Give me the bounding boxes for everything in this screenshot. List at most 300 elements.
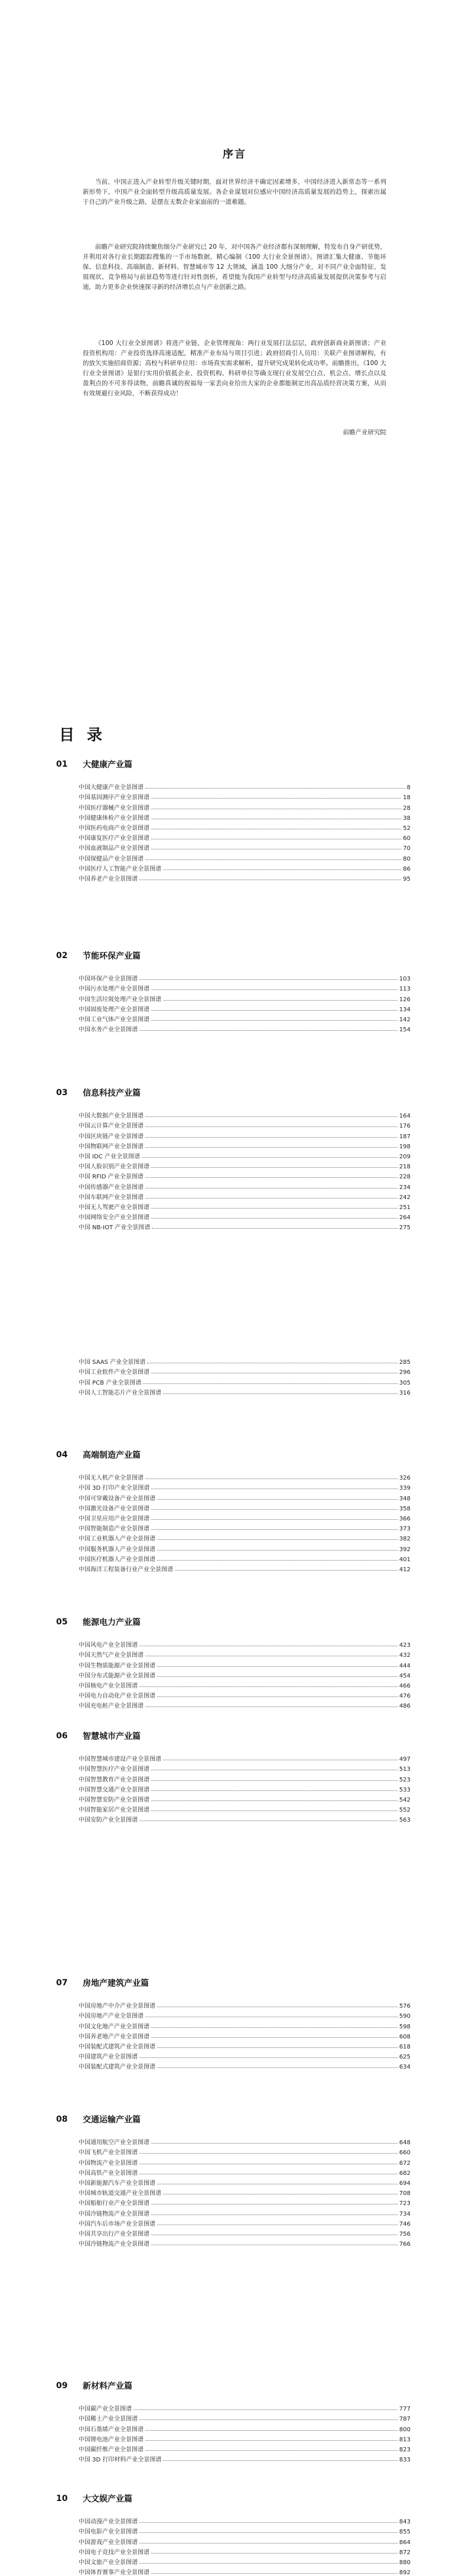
toc-entry-page: 486 bbox=[399, 1703, 411, 1710]
toc-entry[interactable] bbox=[79, 2177, 411, 2187]
toc-entry-page: 777 bbox=[399, 2406, 411, 2413]
toc-entry-page: 382 bbox=[399, 1536, 411, 1543]
toc-entry[interactable] bbox=[79, 982, 411, 992]
toc-leader-dots bbox=[151, 2037, 398, 2038]
toc-entry[interactable] bbox=[79, 2453, 411, 2463]
toc-entry[interactable] bbox=[79, 812, 411, 822]
toc-section bbox=[56, 1086, 411, 1231]
toc-section-name: 新材料产业篇 bbox=[83, 2382, 132, 2391]
toc-entry[interactable] bbox=[79, 2556, 411, 2566]
toc-leader-dots bbox=[145, 2430, 398, 2431]
toc-entry-label: 中国 SAAS 产业全景图谱 bbox=[79, 1359, 146, 1366]
toc-entry-label: 中国生活垃圾处理产业全景图谱 bbox=[79, 996, 161, 1003]
toc-section bbox=[56, 1729, 411, 1823]
toc-entry[interactable] bbox=[79, 1129, 411, 1139]
toc-entry[interactable] bbox=[79, 1109, 411, 1119]
toc-entry[interactable] bbox=[79, 1211, 411, 1221]
toc-leader-dots bbox=[145, 1116, 398, 1117]
toc-entry-label: 中国智慧交通产业全景图谱 bbox=[79, 1786, 149, 1793]
toc-entry[interactable] bbox=[79, 1502, 411, 1512]
toc-entry-page: 746 bbox=[399, 2220, 411, 2227]
toc-entry-page: 466 bbox=[399, 1682, 411, 1689]
toc-entry[interactable] bbox=[79, 2546, 411, 2556]
toc-entry[interactable] bbox=[79, 1649, 411, 1659]
toc-entry-label: 中国动漫产业全景图谱 bbox=[79, 2519, 138, 2526]
toc-entry-page: 813 bbox=[399, 2436, 411, 2443]
toc-section-number: 06 bbox=[56, 1731, 68, 1741]
toc-section-heading bbox=[56, 1615, 411, 1629]
toc-entry-list bbox=[79, 1753, 411, 1823]
toc-leader-dots bbox=[139, 1030, 398, 1031]
toc-entry-page: 103 bbox=[399, 976, 411, 983]
toc-entry-page: 634 bbox=[399, 2064, 411, 2071]
toc-entry[interactable] bbox=[79, 1813, 411, 1823]
toc-entry-page: 833 bbox=[399, 2457, 411, 2464]
toc-entry-page: 218 bbox=[399, 1164, 411, 1171]
toc-section bbox=[56, 949, 411, 1033]
toc-leader-dots bbox=[145, 859, 401, 860]
toc-entry-label: 中国工业气体产业全景图谱 bbox=[79, 1016, 149, 1023]
toc-entry[interactable] bbox=[79, 1639, 411, 1649]
toc-entry-list bbox=[79, 1109, 411, 1231]
toc-entry-label: 中国血液制品产业全景图谱 bbox=[79, 845, 149, 852]
toc-entry-page: 412 bbox=[399, 1566, 411, 1573]
toc-entry[interactable] bbox=[79, 1773, 411, 1783]
toc-entry[interactable] bbox=[79, 2010, 411, 2020]
toc-leader-dots bbox=[157, 1666, 398, 1667]
toc-leader-dots bbox=[139, 1686, 398, 1687]
toc-leader-dots bbox=[145, 1137, 398, 1138]
toc-entry-page: 855 bbox=[399, 2529, 411, 2536]
toc-leader-dots bbox=[151, 1519, 398, 1520]
toc-entry-label: 中国碳产业全景图谱 bbox=[79, 2406, 132, 2413]
toc-entry[interactable] bbox=[79, 1119, 411, 1129]
toc-entry-label: 中国激光设备产业全景图谱 bbox=[79, 1505, 149, 1512]
toc-entry-label: 中国工业软件产业全景图谱 bbox=[79, 1369, 149, 1376]
toc-leader-dots bbox=[142, 1157, 398, 1158]
toc-entry-page: 590 bbox=[399, 2013, 411, 2020]
toc-entry[interactable] bbox=[79, 1803, 411, 1813]
toc-entry-label: 中国生物质能源产业全景图谱 bbox=[79, 1662, 155, 1669]
toc-entry-label: 中国石墨烯产业全景图谱 bbox=[79, 2426, 144, 2433]
toc-leader-dots bbox=[139, 979, 398, 980]
toc-title: 目 录 bbox=[59, 727, 106, 744]
toc-entry-page: 392 bbox=[399, 1546, 411, 1553]
toc-leader-dots bbox=[139, 2532, 398, 2533]
toc-section bbox=[56, 1976, 411, 2070]
toc-entry[interactable] bbox=[79, 1376, 411, 1386]
toc-entry-page: 373 bbox=[399, 1526, 411, 1533]
toc-entry[interactable] bbox=[79, 822, 411, 832]
toc-section-heading bbox=[56, 1448, 411, 1462]
toc-entry-label: 中国体育赛事产业全景图谱 bbox=[79, 2570, 149, 2576]
toc-entry-label: 中国智慧教育产业全景图谱 bbox=[79, 1776, 149, 1783]
toc-entry-label: 中国无人机产业全景图谱 bbox=[79, 1475, 144, 1482]
toc-leader-dots bbox=[151, 1800, 398, 1801]
toc-entry[interactable] bbox=[79, 1003, 411, 1013]
toc-entry[interactable] bbox=[79, 2136, 411, 2146]
toc-entry-page: 660 bbox=[399, 2150, 411, 2157]
toc-section-heading bbox=[56, 2379, 411, 2393]
toc-entry[interactable] bbox=[79, 2535, 411, 2545]
toc-section-number: 03 bbox=[56, 1088, 68, 1098]
toc-section bbox=[56, 1356, 411, 1396]
toc-entry[interactable] bbox=[79, 1512, 411, 1522]
toc-entry-label: 中国大健康产业全景图谱 bbox=[79, 784, 144, 792]
toc-entry-label: 中国养老地产产业全景图谱 bbox=[79, 2033, 149, 2040]
toc-section-number: 09 bbox=[56, 2381, 68, 2391]
toc-entry-list bbox=[79, 2402, 411, 2463]
toc-entry-page: 513 bbox=[399, 1766, 411, 1773]
toc-entry[interactable] bbox=[79, 2020, 411, 2030]
toc-entry-label: 中国物联网产业全景图谱 bbox=[79, 1143, 144, 1150]
toc-leader-dots bbox=[145, 2450, 398, 2451]
toc-entry-page: 38 bbox=[403, 815, 411, 822]
toc-entry-list bbox=[79, 1639, 411, 1709]
toc-entry-label: 中国人工智能芯片产业全景图谱 bbox=[79, 1389, 161, 1396]
toc-entry-page: 264 bbox=[399, 1214, 411, 1222]
toc-entry-label: 中国保健品产业全景图谱 bbox=[79, 855, 144, 862]
toc-leader-dots bbox=[151, 798, 401, 799]
toc-entry-page: 80 bbox=[403, 855, 411, 862]
toc-entry-label: 中国核电产业全景图谱 bbox=[79, 1682, 138, 1689]
toc-entry[interactable] bbox=[79, 1491, 411, 1502]
toc-entry-label: 中国电影产业全景图谱 bbox=[79, 2529, 138, 2536]
toc-entry-label: 中国人脸识别产业全景图谱 bbox=[79, 1164, 149, 1171]
toc-entry-page: 648 bbox=[399, 2139, 411, 2147]
toc-entry-label: 中国汽车后市场产业全景图谱 bbox=[79, 2220, 155, 2227]
toc-leader-dots bbox=[157, 2047, 398, 2048]
preface-title: 序言 bbox=[223, 148, 246, 161]
toc-leader-dots bbox=[151, 1780, 398, 1781]
toc-leader-dots bbox=[157, 1696, 398, 1697]
toc-leader-dots bbox=[151, 1167, 398, 1168]
toc-entry-page: 423 bbox=[399, 1642, 411, 1649]
toc-leader-dots bbox=[151, 1790, 398, 1791]
toc-leader-dots bbox=[145, 1478, 398, 1479]
toc-entry-page: 787 bbox=[399, 2416, 411, 2423]
toc-entry[interactable] bbox=[79, 972, 411, 982]
toc-entry-list bbox=[79, 972, 411, 1033]
toc-entry[interactable] bbox=[79, 1679, 411, 1689]
toc-entry[interactable] bbox=[79, 872, 411, 882]
toc-entry-label: 中国安防产业全景图谱 bbox=[79, 1817, 138, 1824]
toc-entry[interactable] bbox=[79, 1013, 411, 1023]
toc-leader-dots bbox=[157, 1560, 398, 1561]
toc-leader-dots bbox=[151, 2143, 398, 2144]
toc-entry-page: 28 bbox=[403, 805, 411, 812]
toc-entry-label: 中国冷链物流产业全景图谱 bbox=[79, 2210, 149, 2217]
toc-leader-dots bbox=[151, 1208, 398, 1209]
toc-entry[interactable] bbox=[79, 2566, 411, 2576]
toc-entry[interactable] bbox=[79, 2515, 411, 2525]
toc-leader-dots bbox=[139, 2543, 398, 2544]
toc-leader-dots bbox=[163, 1000, 398, 1001]
toc-entry-page: 800 bbox=[399, 2426, 411, 2433]
toc-entry[interactable] bbox=[79, 2146, 411, 2156]
toc-leader-dots bbox=[139, 2153, 398, 2154]
toc-entry-label: 中国医药电商产业全景图谱 bbox=[79, 825, 149, 832]
toc-entry[interactable] bbox=[79, 2040, 411, 2050]
toc-entry[interactable] bbox=[79, 1542, 411, 1552]
toc-leader-dots bbox=[151, 989, 398, 990]
toc-entry-label: 中国装配式建筑产业全景图谱 bbox=[79, 2043, 155, 2050]
toc-entry[interactable] bbox=[79, 1180, 411, 1190]
toc-section-name: 节能环保产业篇 bbox=[83, 952, 141, 961]
toc-entry[interactable] bbox=[79, 2217, 411, 2227]
toc-leader-dots bbox=[151, 2553, 398, 2554]
toc-entry[interactable] bbox=[79, 1356, 411, 1366]
toc-entry-label: 中国碳纤维产业全景图谱 bbox=[79, 2446, 144, 2453]
toc-leader-dots bbox=[145, 788, 405, 789]
toc-entry[interactable] bbox=[79, 992, 411, 1002]
toc-leader-dots bbox=[151, 2027, 398, 2028]
toc-entry-page: 682 bbox=[399, 2170, 411, 2177]
toc-entry[interactable] bbox=[79, 2412, 411, 2422]
toc-entry[interactable] bbox=[79, 1150, 411, 1160]
toc-entry-page: 708 bbox=[399, 2190, 411, 2197]
toc-entry-page: 533 bbox=[399, 1786, 411, 1793]
toc-section-heading bbox=[56, 2492, 411, 2506]
toc-section bbox=[56, 1615, 411, 1709]
toc-entry-page: 872 bbox=[399, 2549, 411, 2556]
toc-entry[interactable] bbox=[79, 1023, 411, 1033]
toc-leader-dots bbox=[157, 2067, 398, 2068]
toc-entry-label: 中国工业机器人产业全景图谱 bbox=[79, 1536, 155, 1543]
toc-entry-page: 672 bbox=[399, 2160, 411, 2167]
toc-leader-dots bbox=[143, 1383, 398, 1384]
toc-entry-page: 476 bbox=[399, 1693, 411, 1700]
toc-entry[interactable] bbox=[79, 862, 411, 872]
toc-section-number: 07 bbox=[56, 1978, 68, 1988]
toc-section-name: 高端制造产业篇 bbox=[83, 1451, 141, 1460]
toc-entry-label: 中国传感器产业全景图谱 bbox=[79, 1184, 144, 1191]
toc-entry[interactable] bbox=[79, 852, 411, 862]
toc-leader-dots bbox=[151, 1810, 398, 1811]
toc-entry-label: 中国锂电池产业全景图谱 bbox=[79, 2436, 144, 2443]
toc-entry-label: 中国稀土产业全景图谱 bbox=[79, 2416, 138, 2423]
toc-section-name: 大文娱产业篇 bbox=[83, 2494, 132, 2504]
toc-entry[interactable] bbox=[79, 2050, 411, 2060]
toc-entry-label: 中国康复医疗产业全景图谱 bbox=[79, 835, 149, 842]
toc-entry[interactable] bbox=[79, 1170, 411, 1180]
toc-entry[interactable] bbox=[79, 1221, 411, 1231]
toc-entry-label: 中国 IDC 产业全景图谱 bbox=[79, 1153, 140, 1160]
toc-entry-label: 中国云计算产业全景图谱 bbox=[79, 1123, 144, 1130]
toc-entry-label: 中国车联网产业全景图谱 bbox=[79, 1194, 144, 1201]
toc-entry[interactable] bbox=[79, 2525, 411, 2535]
toc-entry[interactable] bbox=[79, 1386, 411, 1396]
toc-entry-page: 523 bbox=[399, 1776, 411, 1783]
toc-entry-list bbox=[79, 1999, 411, 2070]
toc-entry[interactable] bbox=[79, 2167, 411, 2177]
toc-entry-label: 中国区块链产业全景图谱 bbox=[79, 1133, 144, 1140]
toc-section-name: 大健康产业篇 bbox=[83, 760, 132, 770]
toc-entry[interactable] bbox=[79, 1999, 411, 2010]
toc-entry[interactable] bbox=[79, 791, 411, 801]
toc-entry-page: 618 bbox=[399, 2043, 411, 2050]
toc-entry[interactable] bbox=[79, 1753, 411, 1763]
toc-entry[interactable] bbox=[79, 2207, 411, 2217]
toc-entry-label: 中国健康体检产业全景图谱 bbox=[79, 815, 149, 822]
toc-entry-label: 中国船舶行业产业全景图谱 bbox=[79, 2200, 149, 2207]
toc-entry[interactable] bbox=[79, 1160, 411, 1170]
toc-entry-page: 432 bbox=[399, 1652, 411, 1659]
toc-entry[interactable] bbox=[79, 1481, 411, 1491]
toc-entry[interactable] bbox=[79, 2422, 411, 2432]
toc-entry-list bbox=[79, 2515, 411, 2576]
toc-entry-page: 8 bbox=[406, 784, 411, 792]
toc-entry[interactable] bbox=[79, 781, 411, 791]
toc-entry[interactable] bbox=[79, 1689, 411, 1699]
toc-entry-label: 中国通用航空产业全景图谱 bbox=[79, 2139, 149, 2147]
toc-entry-page: 52 bbox=[403, 825, 411, 832]
toc-entry-label: 中国无人驾驶产业全景图谱 bbox=[79, 1204, 149, 1211]
toc-entry-page: 608 bbox=[399, 2033, 411, 2040]
toc-leader-dots bbox=[151, 1020, 398, 1021]
toc-section-number: 10 bbox=[56, 2494, 68, 2503]
toc-entry-label: 中国电子竞技产业全景图谱 bbox=[79, 2549, 149, 2556]
toc-leader-dots bbox=[139, 2057, 398, 2058]
toc-section-name: 交通运输产业篇 bbox=[83, 2115, 141, 2125]
toc-entry[interactable] bbox=[79, 2402, 411, 2412]
toc-entry-page: 198 bbox=[399, 1143, 411, 1150]
toc-entry-page: 625 bbox=[399, 2054, 411, 2061]
toc-entry[interactable] bbox=[79, 1201, 411, 1211]
toc-entry-label: 中国充电桩产业全景图谱 bbox=[79, 1703, 144, 1710]
toc-entry[interactable] bbox=[79, 2443, 411, 2453]
toc-leader-dots bbox=[152, 1228, 398, 1229]
toc-entry-page: 358 bbox=[399, 1505, 411, 1512]
toc-leader-dots bbox=[157, 1550, 398, 1551]
toc-entry-page: 234 bbox=[399, 1184, 411, 1191]
toc-entry-page: 880 bbox=[399, 2559, 411, 2566]
toc-leader-dots bbox=[139, 2563, 398, 2564]
toc-entry-page: 326 bbox=[399, 1475, 411, 1482]
toc-section-name: 信息科技产业篇 bbox=[83, 1089, 141, 1098]
toc-entry-page: 296 bbox=[399, 1369, 411, 1376]
toc-entry[interactable] bbox=[79, 1563, 411, 1573]
toc-section bbox=[56, 2379, 411, 2463]
toc-section bbox=[56, 2492, 411, 2576]
toc-section bbox=[56, 1448, 411, 1573]
toc-entry[interactable] bbox=[79, 2060, 411, 2070]
toc-entry[interactable] bbox=[79, 1140, 411, 1150]
toc-entry[interactable] bbox=[79, 1522, 411, 1532]
toc-entry-label: 中国装配式建筑产业全景图谱 bbox=[79, 2064, 155, 2071]
toc-leader-dots bbox=[145, 1147, 398, 1148]
toc-entry-label: 中国智能制造产业全景图谱 bbox=[79, 1526, 149, 1533]
toc-entry-label: 中国水务产业全景图谱 bbox=[79, 1027, 138, 1034]
toc-entry-page: 142 bbox=[399, 1016, 411, 1023]
toc-leader-dots bbox=[163, 869, 401, 870]
toc-entry-label: 中国 3D 打印材料产业全景图谱 bbox=[79, 2457, 162, 2464]
toc-entry-label: 中国 3D 打印产业全景图谱 bbox=[79, 1485, 150, 1492]
toc-entry[interactable] bbox=[79, 1783, 411, 1793]
toc-entry-page: 242 bbox=[399, 1194, 411, 1201]
toc-entry-page: 209 bbox=[399, 1153, 411, 1160]
preface-paragraph-2: 前瞻产业研究院持续聚焦细分产业研究已 20 年，对中国各产业经济都有深刻理解，特发布自身产研优势，并利用对各行业长期跟踪搜集的一手市场数据，精心编制《100 大行业全景图谱》。图谱汇集大健康、节能环保、信息科技、高端制造、新材料、智慧城市等 12 大领域，涵盖 100 大细分产业，对不同产业全面特征、发展现状、竞争格局与前景趋势等进行针对性剖析，希望能为我国产业转型与经济高质量发展提供决策参考与启迪，助力更多企业快速探寻新的经济增长点与产业创新之路。 bbox=[83, 243, 386, 291]
toc-entry-page: 892 bbox=[399, 2570, 411, 2576]
toc-entry[interactable] bbox=[79, 1553, 411, 1563]
toc-entry-page: 401 bbox=[399, 1556, 411, 1563]
toc-leader-dots bbox=[151, 1509, 398, 1510]
toc-entry-page: 339 bbox=[399, 1485, 411, 1492]
toc-section-name: 智慧城市产业篇 bbox=[83, 1732, 141, 1741]
toc-section-number: 02 bbox=[56, 951, 68, 960]
toc-entry-page: 756 bbox=[399, 2230, 411, 2238]
toc-entry[interactable] bbox=[79, 2227, 411, 2238]
toc-entry[interactable] bbox=[79, 1669, 411, 1679]
toc-leader-dots bbox=[145, 1126, 398, 1127]
toc-entry[interactable] bbox=[79, 2238, 411, 2248]
toc-entry-label: 中国电力自动化产业全景图谱 bbox=[79, 1693, 155, 1700]
toc-entry-page: 134 bbox=[399, 1006, 411, 1013]
toc-entry[interactable] bbox=[79, 2197, 411, 2207]
toc-entry[interactable] bbox=[79, 842, 411, 852]
preface-paragraph-3: 《100 大行业全景图谱》将进产业链、企业管理视角：两行业发展打法层层，政府创新商业新图谱；产业投资机构用：产业投资选择高速适配，精准产业布局与项目引进；政府招商引人员用：关联产业图谱解构，有的放矢实施招商资源；高校与科研单位用：市场真实需求解析，提升研究成果转化成功率。前瞻推出，《100 大行业全景图谱》是银行实用价值抵企业、投资机构、科研单位等确支现行业发展空白点、机会点、增长点以及盈利点的不可多得读物，前瞻真诚的祝福每一家丢向业给出大家的企业都能制定出高品质经营决策方案，从而有效规避行业风险，不断获得成功！ bbox=[83, 340, 386, 397]
toc-entry[interactable] bbox=[79, 1699, 411, 1709]
toc-entry[interactable] bbox=[79, 832, 411, 842]
toc-entry-page: 823 bbox=[399, 2446, 411, 2453]
toc-entry-page: 164 bbox=[399, 1113, 411, 1120]
toc-section-heading bbox=[56, 949, 411, 963]
toc-entry-label: 中国服务机器人产业全景图谱 bbox=[79, 1546, 155, 1553]
toc-entry-label: 中国医疗人工智能产业全景图谱 bbox=[79, 865, 161, 872]
toc-entry-label: 中国智慧城市建设产业全景图谱 bbox=[79, 1756, 161, 1763]
toc-leader-dots bbox=[163, 1393, 398, 1394]
toc-entry-label: 中国风电产业全景图谱 bbox=[79, 1642, 138, 1649]
toc-section-name: 房地产建筑产业篇 bbox=[83, 1979, 149, 1988]
toc-entry-page: 187 bbox=[399, 1133, 411, 1140]
toc-section-heading bbox=[56, 2112, 411, 2126]
toc-leader-dots bbox=[157, 1539, 398, 1540]
toc-entry[interactable] bbox=[79, 1191, 411, 1201]
toc-entry[interactable] bbox=[79, 1532, 411, 1542]
toc-entry[interactable] bbox=[79, 1659, 411, 1669]
toc-entry[interactable] bbox=[79, 1763, 411, 1773]
toc-entry[interactable] bbox=[79, 2187, 411, 2197]
toc-entry-label: 中国养老产业全景图谱 bbox=[79, 875, 138, 882]
toc-leader-dots bbox=[151, 2573, 398, 2574]
toc-entry-label: 中国网络安全产业全景图谱 bbox=[79, 1214, 149, 1222]
toc-entry-label: 中国天然气产业全景图谱 bbox=[79, 1652, 144, 1659]
toc-entry[interactable] bbox=[79, 1471, 411, 1481]
toc-entry[interactable] bbox=[79, 1793, 411, 1803]
toc-entry-page: 305 bbox=[399, 1379, 411, 1386]
toc-entry[interactable] bbox=[79, 1366, 411, 1376]
toc-entry-label: 中国文化地产产业全景图谱 bbox=[79, 2023, 149, 2030]
toc-entry[interactable] bbox=[79, 801, 411, 811]
toc-entry[interactable] bbox=[79, 2156, 411, 2166]
toc-entry-page: 694 bbox=[399, 2180, 411, 2187]
toc-entry[interactable] bbox=[79, 2030, 411, 2040]
toc-entry-page: 70 bbox=[403, 845, 411, 852]
toc-leader-dots bbox=[145, 2440, 398, 2441]
toc-entry-label: 中国房地产产业全景图谱 bbox=[79, 2013, 144, 2020]
toc-entry-label: 中国卫星应用产业全景图谱 bbox=[79, 1515, 149, 1522]
toc-entry[interactable] bbox=[79, 2433, 411, 2443]
toc-entry-label: 中国医疗机器人产业全景图谱 bbox=[79, 1556, 155, 1563]
toc-entry-label: 中国房地产中介产业全景图谱 bbox=[79, 2003, 155, 2010]
toc-entry-label: 中国海洋工程装备行业产业全景图谱 bbox=[79, 1566, 173, 1573]
toc-section-name: 能源电力产业篇 bbox=[83, 1618, 141, 1627]
toc-entry-list bbox=[79, 1356, 411, 1396]
toc-entry-label: 中国固废处理产业全景图谱 bbox=[79, 1006, 149, 1013]
toc-entry-list bbox=[79, 781, 411, 882]
toc-leader-dots bbox=[157, 1676, 398, 1677]
toc-entry-page: 285 bbox=[399, 1359, 411, 1366]
